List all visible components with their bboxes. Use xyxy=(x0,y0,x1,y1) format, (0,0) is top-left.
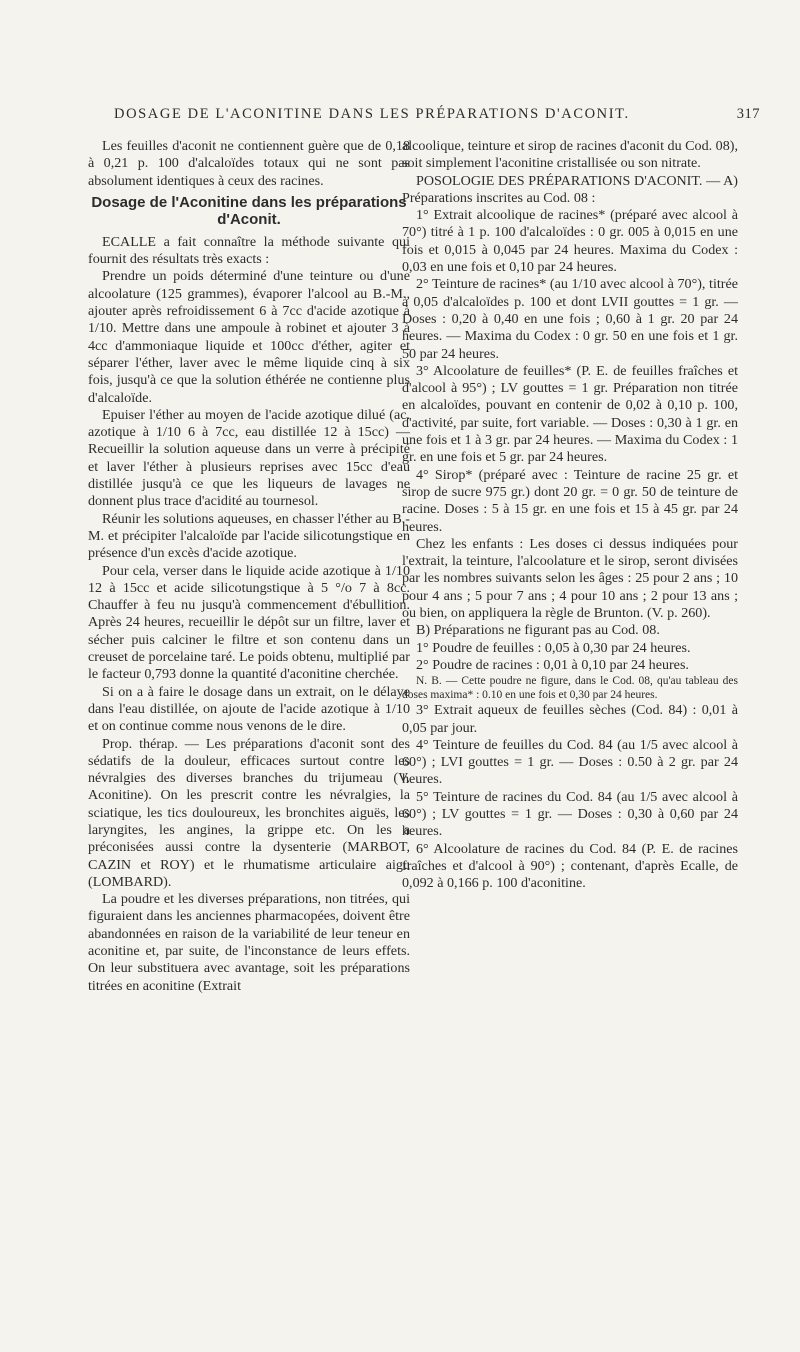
footnote: N. B. — Cette poudre ne figure, dans le Cod. 08, qu'au tableau des doses maxima* : 0.10 en une fois et 0,30 par 24 heures. xyxy=(402,675,738,702)
right-column xyxy=(402,138,738,892)
paragraph: 3° Alcoolature de feuilles* (P. E. de feuilles fraîches et d'alcool à 95°) ; LV gouttes = 1 gr. Préparation non titrée en alcaloïdes, pouvant en contenir de 0,02 à 0,10 p. 100, d'activité, par suite, fort variable. — Doses : 0,30 à 1 gr. en une fois et 1 à 3 gr. par 24 heures. — Maxima du Codex : 1 gr. en une fois et 5 gr. par 24 heures. xyxy=(402,362,738,466)
paragraph: 2° Teinture de racines* (au 1/10 avec alcool à 70°), titrée à 0,05 d'alcaloïdes p. 100 et dont LVII gouttes = 1 gr. — Doses : 0,20 à 0,40 en une fois ; 0,60 à 1 gr. 20 par 24 heures. — Maxima du Codex : 0 gr. 50 en une fois et 1 gr. 50 par 24 heures. xyxy=(402,276,738,362)
section-heading: Dosage de l'Aconitine dans les préparations d'Aconit. xyxy=(91,193,407,228)
paragraph: 1° Extrait alcoolique de racines* (préparé avec alcool à 70°) titré à 1 p. 100 d'alcaloïdes : 0 gr. 005 à 0,015 en une fois et 0,015 à 0,045 par 24 heures. Maxima du Codex : 0,03 en une fois et 0,10 par 24 heures. xyxy=(402,207,738,276)
posology-heading: POSOLOGIE DES PRÉPARATIONS D'ACONIT. — A) Préparations inscrites au Cod. 08 : xyxy=(402,172,738,206)
paragraph: 1° Poudre de feuilles : 0,05 à 0,30 par 24 heures. xyxy=(416,639,691,656)
running-header xyxy=(100,106,760,132)
paragraph: Pour cela, verser dans le liquide acide azotique à 1/10 12 à 15cc et acide silicotungstique à 5 °/o 7 à 8cc. Chauffer à feu nu jusqu'à commencement d'ébullition. Après 24 heures, recueillir le dépôt sur un filtre, laver et sécher puis calciner le filtre et son contenu dans un creuset de porcelaine taré. Le poids obtenu, multiplié par le facteur 0,793 donne la quantité d'aconitine cherchée. xyxy=(88,562,410,683)
paragraph: ECALLE a fait connaître la méthode suivante qui fournit des résultats très exacts : xyxy=(88,233,410,268)
intro-paragraph: Les feuilles d'aconit ne contiennent guère que de 0,18 à 0,21 p. 100 d'alcaloïdes totaux qui ne sont pas absolument identiques à ceux des racines. xyxy=(88,138,410,189)
paragraph: Prop. thérap. — Les préparations d'aconit sont des sédatifs de la douleur, efficaces surtout contre les névralgies des diverses branches du trijumeau (V. Aconitine). On les prescrit contre les névralgies, la sciatique, les tics douloureux, les bronchites aiguës, les laryngites, les angines, la grippe etc. On les a préconisées aussi contre la dysenterie (MARBOT, CAZIN et ROY) et le rhumatisme articulaire aigu (LOMBARD). xyxy=(88,735,410,890)
running-title: DOSAGE DE L'ACONITINE DANS LES PRÉPARATIONS D'ACONIT. xyxy=(114,106,630,122)
paragraph: 4° Sirop* (préparé avec : Teinture de racine 25 gr. et sirop de sucre 975 gr.) dont 20 gr. = 0 gr. 50 de teinture de racine. Doses : 5 à 15 gr. en une fois et 15 à 45 gr. par 24 heures. xyxy=(402,466,738,535)
paragraph: La poudre et les diverses préparations, non titrées, qui figuraient dans les anciennes pharmacopées, doivent être abandonnées en raison de la variabilité de leur teneur en aconitine et, par suite, de l'inconstance de leurs effets. On leur substituera avec avantage, soit les préparations titrées en aconitine (Extrait xyxy=(88,891,410,994)
page-number: 317 xyxy=(736,106,760,122)
paragraph: 5° Teinture de racines du Cod. 84 (au 1/5 avec alcool à 60°) ; LV gouttes = 1 gr. — Doses : 0,30 à 0,60 par 24 heures. xyxy=(402,788,738,840)
paragraph: Prendre un poids déterminé d'une teinture ou d'une alcoolature (125 grammes), évaporer l'alcool au B.-M., ajouter après refroidissement 6 à 7cc d'acide azotique à 1/10. Mettre dans une ampoule à robinet et ajouter 3 à 4cc d'ammoniaque liquide et 100cc d'éther, agiter et séparer l'éther, laver avec le même liquide cinq à six fois, jusqu'à ce que la solution éthérée ne contienne plus d'alcaloïde. xyxy=(88,268,410,406)
left-column xyxy=(88,138,410,995)
paragraph: 4° Teinture de feuilles du Cod. 84 (au 1/5 avec alcool à 60°) ; LVI gouttes = 1 gr. — Doses : 0.50 à 2 gr. par 24 heures. xyxy=(402,736,738,788)
paragraph: Si on a à faire le dosage dans un extrait, on le délaye dans l'eau distillée, on ajoute de l'acide azotique à 1/10 et on continue comme nous venons de le dire. xyxy=(88,683,410,735)
paragraph: Réunir les solutions aqueuses, en chasser l'éther au B.-M. et précipiter l'alcaloïde par l'acide silicotungstique en présence d'un excès d'acide azotique. xyxy=(88,510,410,562)
paragraph: alcoolique, teinture et sirop de racines d'aconit du Cod. 08), soit simplement l'aconitine cristallisée ou son nitrate. xyxy=(402,138,738,172)
paragraph: 2° Poudre de racines : 0,01 à 0,10 par 24 heures. xyxy=(416,656,689,673)
paragraph: 3° Extrait aqueux de feuilles sèches (Cod. 84) : 0,01 à 0,05 par jour. xyxy=(402,702,738,736)
paragraph: 6° Alcoolature de racines du Cod. 84 (P. E. de racines fraîches et d'alcool à 90°) ; contenant, d'après Ecalle, de 0,092 à 0,166 p. 100 d'aconitine. xyxy=(402,840,738,892)
subsection-heading: B) Préparations ne figurant pas au Cod. 08. xyxy=(416,622,660,639)
paragraph: Epuiser l'éther au moyen de l'acide azotique dilué (ac. azotique à 1/10 6 à 7cc, eau distillée 12 à 15cc) — Recueillir la solution aqueuse dans un verre à précipité et laver l'éther à plusieurs reprises avec 15cc d'eau distillée jusqu'à ce que les liqueurs de lavages ne donnent plus trace d'acidité au tournesol. xyxy=(88,406,410,510)
paragraph: Chez les enfants : Les doses ci dessus indiquées pour l'extrait, la teinture, l'alcoolature et le sirop, seront divisées par les nombres suivants selon les âges : 25 pour 2 ans ; 10 pour 4 ans ; 5 pour 7 ans ; 4 pour 10 ans ; 2 pour 13 ans ; ou bien, on appliquera la règle de Brunton. (V. p. 260). xyxy=(402,535,738,622)
